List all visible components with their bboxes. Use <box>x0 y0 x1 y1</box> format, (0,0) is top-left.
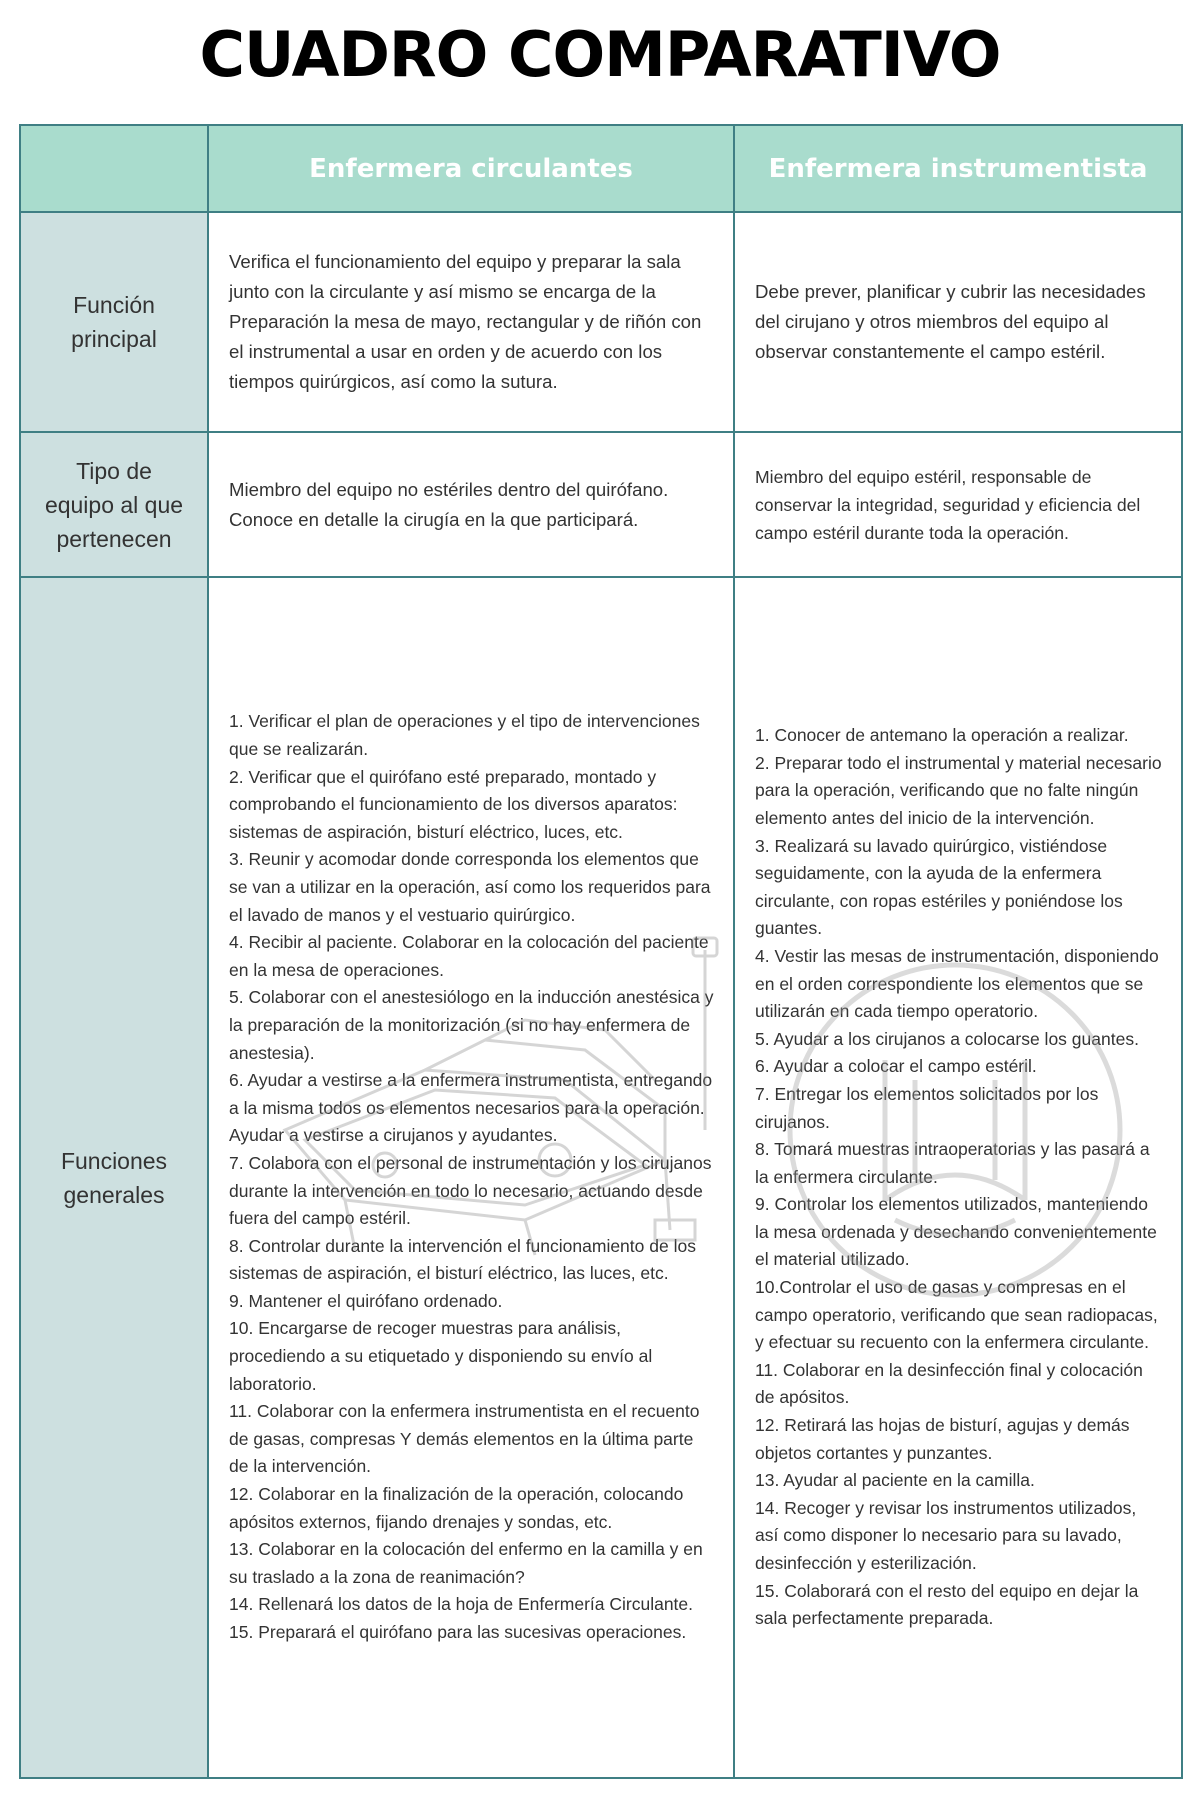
list-item: 3. Realizará su lavado quirúrgico, vistiéndose seguidamente, con la ayuda de la enfermera circulante, con ropas estériles y poniéndose los guantes. <box>755 835 1123 939</box>
list-item: 14. Recoger y revisar los instrumentos utilizados, así como disponer lo necesario para su lavado, desinfección y esterilización. <box>755 1497 1137 1574</box>
cell-tipo-circulante: Miembro del equipo no estériles dentro del quirófano. Conoce en detalle la cirugía en la que participará. <box>208 432 734 577</box>
cell-funciones-circulante <box>208 577 734 1778</box>
list-item: 12. Retirará las hojas de bisturí, agujas y demás objetos cortantes y punzantes. <box>755 1415 1130 1463</box>
list-item: 7. Colabora con el personal de instrumentación y los cirujanos durante la intervención en todo lo necesario, actuando desde fuera del campo estéril. <box>229 1152 712 1229</box>
list-item: 6. Ayudar a vestirse a la enfermera instrumentista, entregando a la misma todos os elementos necesarios para la operación. Ayudar a vestirse a cirujanos y ayudantes. <box>229 1070 713 1146</box>
list-item: 12. Colaborar en la finalización de la operación, colocando apósitos externos, fijando drenajes y sondas, etc. <box>229 1484 684 1532</box>
list-item: 2. Preparar todo el instrumental y material necesario para la operación, verificando que no falte ningún elemento antes del inicio de la intervención. <box>755 752 1162 828</box>
row-label-tipo-equipo: Tipo de equipo al que pertenecen <box>20 432 208 577</box>
column-header-circulante: Enfermera circulantes <box>208 125 734 212</box>
list-item: 2. Verificar que el quirófano esté preparado, montado y comprobando el funcionamiento de los diversos aparatos: sistemas de aspiración, bisturí eléctrico, luces, etc. <box>229 766 678 842</box>
list-item: 14. Rellenará los datos de la hoja de Enfermería Circulante. <box>229 1594 694 1615</box>
list-item: 8. Controlar durante la intervención el funcionamiento de los sistemas de aspiración, el bisturí eléctrico, las luces, etc. <box>229 1235 696 1284</box>
cell-funciones-instrumentista <box>734 577 1182 1778</box>
list-item: 4. Vestir las mesas de instrumentación, disponiendo en el orden correspondiente los elementos que se utilizarán en cada tiempo operatorio. <box>755 945 1159 1022</box>
list-item: 6. Ayudar a colocar el campo estéril. <box>755 1056 1037 1077</box>
list-item: 5. Colaborar con el anestesiólogo en la inducción anestésica y la preparación de la monitorización (si no hay enfermera de anestesia). <box>229 987 714 1063</box>
row-label-funciones-generales: Funciones generales <box>20 577 208 1778</box>
corner-cell <box>20 125 208 212</box>
row-label-funcion-principal: Función principal <box>20 212 208 432</box>
page-title: CUADRO COMPARATIVO <box>199 18 1001 91</box>
row-tipo-equipo <box>20 432 1182 577</box>
list-item: 1. Verificar el plan de operaciones y el tipo de intervenciones que se realizarán. <box>229 711 700 759</box>
list-item: 15. Preparará el quirófano para las sucesivas operaciones. <box>229 1622 687 1642</box>
list-item: 3. Reunir y acomodar donde corresponda los elementos que se van a utilizar en la operación, así como los requeridos para el lavado de manos y el vestuario quirúrgico. <box>229 849 711 925</box>
list-item: 13. Ayudar al paciente en la camilla. <box>755 1470 1035 1491</box>
list-item: 8. Tomará muestras intraoperatorias y las pasará a la enfermera circulante. <box>755 1139 1150 1187</box>
list-item: 1. Conocer de antemano la operación a realizar. <box>755 725 1129 746</box>
list-item: 7. Entregar los elementos solicitados por los cirujanos. <box>755 1083 1099 1132</box>
row-funciones-generales <box>20 577 1182 1778</box>
list-item: 11. Colaborar en la desinfección final y colocación de apósitos. <box>755 1359 1143 1408</box>
header-row <box>20 125 1182 212</box>
list-item: 10.Controlar el uso de gasas y compresas en el campo operatorio, verificando que sean radiopacas, y efectuar su recuento con la enfermera circulante. <box>755 1277 1158 1353</box>
list-item: 13. Colaborar en la colocación del enfermo en la camilla y en su traslado a la zona de reanimación? <box>229 1539 703 1587</box>
list-item: 11. Colaborar con la enfermera instrumentista en el recuento de gasas, compresas Y demás elementos en la última parte de la intervención. <box>229 1401 700 1477</box>
comparison-table <box>19 124 1183 1779</box>
list-item: 4. Recibir al paciente. Colaborar en la colocación del paciente en la mesa de operaciones. <box>229 932 709 980</box>
list-item: 9. Controlar los elementos utilizados, manteniendo la mesa ordenada y desechando convenientemente el material utilizado. <box>755 1194 1157 1270</box>
row-funcion-principal <box>20 212 1182 432</box>
cell-funcion-instrumentista: Debe prever, planificar y cubrir las necesidades del cirujano y otros miembros del equipo al observar constantemente el campo estéril. <box>734 212 1182 432</box>
column-header-instrumentista: Enfermera instrumentista <box>734 125 1182 212</box>
cell-funcion-circulante: Verifica el funcionamiento del equipo y preparar la sala junto con la circulante y así mismo se encarga de la Preparación la mesa de mayo, rectangular y de riñón con el instrumental a usar en orden y de acuerdo con los tiempos quirúrgicos, así como la sutura. <box>208 212 734 432</box>
list-item: 5. Ayudar a los cirujanos a colocarse los guantes. <box>755 1028 1139 1049</box>
list-item: 15. Colaborará con el resto del equipo en dejar la sala perfectamente preparada. <box>755 1580 1139 1629</box>
cell-tipo-instrumentista: Miembro del equipo estéril, responsable de conservar la integridad, seguridad y eficiencia del campo estéril durante toda la operación. <box>734 432 1182 577</box>
list-item: 10. Encargarse de recoger muestras para análisis, procediendo a su etiquetado y disponiendo su envío al laboratorio. <box>229 1318 653 1394</box>
list-item: 9. Mantener el quirófano ordenado. <box>229 1290 503 1311</box>
